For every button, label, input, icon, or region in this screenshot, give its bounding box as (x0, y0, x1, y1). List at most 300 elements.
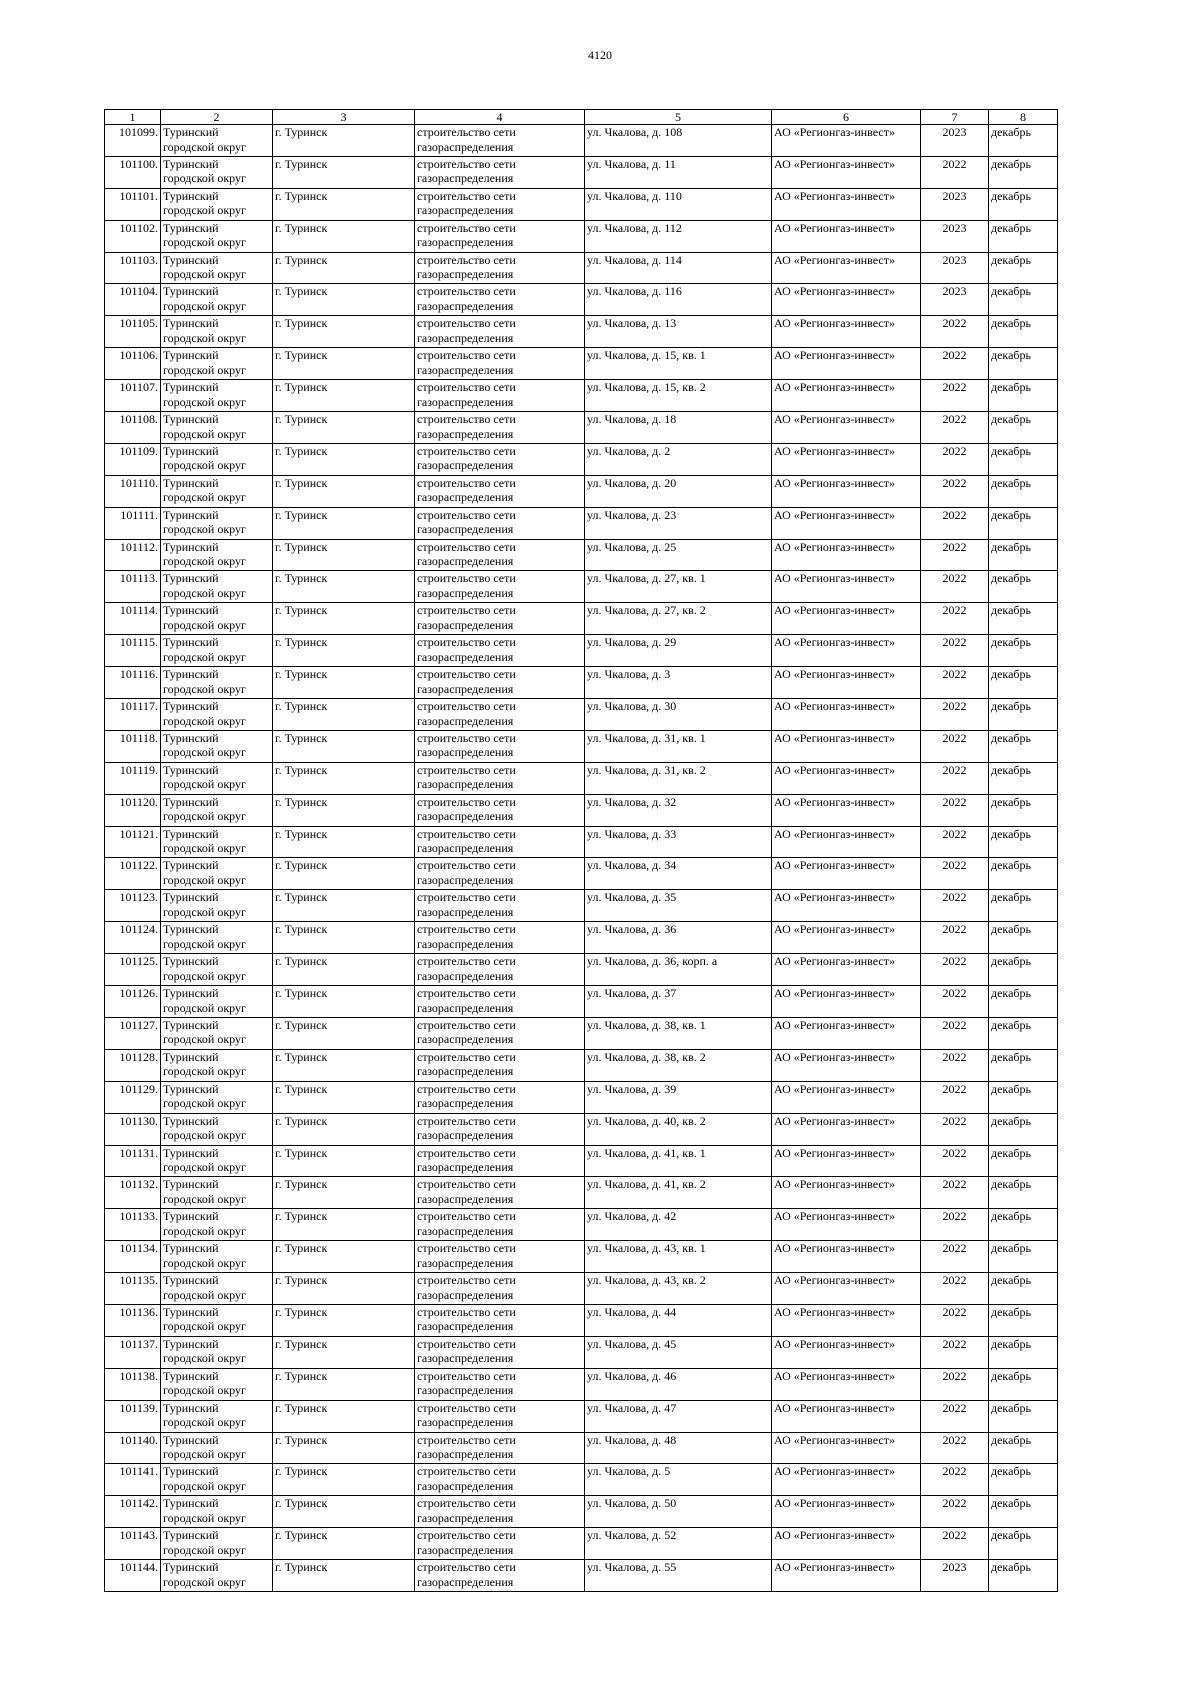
row-number: 101109. (105, 443, 161, 475)
district-cell-line: Туринский (163, 220, 219, 235)
organization-cell: АО «Регионгаз-инвест» (772, 635, 921, 667)
work-type-cell-line: строительство сети (417, 475, 516, 490)
work-type-cell-line: газораспределения (417, 522, 514, 537)
district-cell-line: Туринский (163, 1081, 219, 1096)
work-type-cell-line: строительство сети (417, 380, 516, 395)
locality-cell: г. Туринск (273, 1177, 415, 1209)
column-header: 7 (921, 110, 989, 125)
table-row (105, 858, 1058, 890)
page-number: 4120 (588, 48, 612, 62)
row-number: 101136. (105, 1304, 161, 1336)
work-type-cell (415, 316, 585, 348)
locality-cell: г. Туринск (273, 1336, 415, 1368)
address-cell: ул. Чкалова, д. 33 (585, 826, 772, 858)
district-cell-line: Туринский (163, 1113, 219, 1128)
district-cell-line: Туринский (163, 1560, 219, 1575)
month-cell: декабрь (989, 1049, 1058, 1081)
table-row (105, 1528, 1058, 1560)
month-cell: декабрь (989, 188, 1058, 220)
work-type-cell (415, 1145, 585, 1177)
table-row (105, 1241, 1058, 1273)
district-cell-line: Туринский (163, 1209, 219, 1224)
locality-cell: г. Туринск (273, 316, 415, 348)
year-cell: 2022 (921, 380, 989, 412)
row-number: 101099. (105, 125, 161, 157)
address-cell: ул. Чкалова, д. 50 (585, 1496, 772, 1528)
work-type-cell (415, 1177, 585, 1209)
year-cell: 2022 (921, 667, 989, 699)
locality-cell: г. Туринск (273, 1432, 415, 1464)
district-cell (161, 412, 273, 444)
district-cell-line: Туринский (163, 1017, 219, 1032)
year-cell: 2023 (921, 252, 989, 284)
district-cell-line: городской округ (163, 1191, 246, 1206)
work-type-cell-line: строительство сети (417, 1400, 516, 1415)
organization-cell: АО «Регионгаз-инвест» (772, 794, 921, 826)
locality-cell: г. Туринск (273, 1528, 415, 1560)
work-type-cell-line: газораспределения (417, 1160, 514, 1174)
district-cell-line: городской округ (163, 554, 246, 569)
row-number: 101112. (105, 539, 161, 571)
district-cell (161, 890, 273, 922)
work-type-cell (415, 475, 585, 507)
district-cell-line: городской округ (163, 872, 246, 887)
work-type-cell-line: строительство сети (417, 412, 516, 427)
month-cell: декабрь (989, 1528, 1058, 1560)
row-number: 101130. (105, 1113, 161, 1145)
row-number: 101106. (105, 348, 161, 380)
district-cell-line: Туринский (163, 571, 219, 586)
work-type-cell-line: строительство сети (417, 1528, 516, 1543)
row-number: 101124. (105, 922, 161, 954)
year-cell: 2022 (921, 1273, 989, 1305)
table-row (105, 1145, 1058, 1177)
locality-cell: г. Туринск (273, 284, 415, 316)
work-type-cell-line: строительство сети (417, 762, 516, 777)
district-cell-line: Туринский (163, 986, 219, 1001)
table-row (105, 1209, 1058, 1241)
work-type-cell-line: строительство сети (417, 1017, 516, 1032)
organization-cell: АО «Регионгаз-инвест» (772, 1464, 921, 1496)
work-type-cell-line: строительство сети (417, 1560, 516, 1575)
work-type-cell-line: газораспределения (417, 1255, 514, 1270)
work-type-cell (415, 252, 585, 284)
organization-cell: АО «Регионгаз-инвест» (772, 730, 921, 762)
district-cell (161, 316, 273, 348)
work-type-cell-line: газораспределения (417, 1032, 514, 1047)
row-number: 101103. (105, 252, 161, 284)
row-number: 101126. (105, 986, 161, 1018)
row-number: 101108. (105, 412, 161, 444)
work-type-cell-line: газораспределения (417, 649, 514, 664)
locality-cell: г. Туринск (273, 571, 415, 603)
work-type-cell (415, 699, 585, 731)
work-type-cell-line: газораспределения (417, 1096, 514, 1111)
district-cell (161, 571, 273, 603)
locality-cell: г. Туринск (273, 507, 415, 539)
work-type-cell (415, 1432, 585, 1464)
district-cell-line: городской округ (163, 1032, 246, 1047)
district-cell (161, 1560, 273, 1592)
year-cell: 2022 (921, 348, 989, 380)
address-cell: ул. Чкалова, д. 20 (585, 475, 772, 507)
district-cell-line: городской округ (163, 490, 246, 505)
work-type-cell-line: строительство сети (417, 348, 516, 363)
row-number: 101115. (105, 635, 161, 667)
district-cell-line: городской округ (163, 522, 246, 537)
district-cell-line: городской округ (163, 936, 246, 951)
district-cell-line: Туринский (163, 826, 219, 841)
organization-cell: АО «Регионгаз-инвест» (772, 667, 921, 699)
locality-cell: г. Туринск (273, 603, 415, 635)
district-cell-line: Туринский (163, 1304, 219, 1319)
month-cell: декабрь (989, 1400, 1058, 1432)
month-cell: декабрь (989, 1304, 1058, 1336)
district-cell-line: городской округ (163, 298, 246, 313)
locality-cell: г. Туринск (273, 1273, 415, 1305)
work-type-cell-line: газораспределения (417, 1128, 514, 1143)
address-cell: ул. Чкалова, д. 39 (585, 1081, 772, 1113)
work-type-cell-line: газораспределения (417, 394, 514, 409)
address-cell: ул. Чкалова, д. 18 (585, 412, 772, 444)
address-cell: ул. Чкалова, д. 43, кв. 1 (585, 1241, 772, 1273)
address-cell: ул. Чкалова, д. 108 (585, 125, 772, 157)
district-cell-line: Туринский (163, 284, 219, 299)
organization-cell: АО «Регионгаз-инвест» (772, 1081, 921, 1113)
work-type-cell (415, 1209, 585, 1241)
district-cell (161, 380, 273, 412)
locality-cell: г. Туринск (273, 125, 415, 157)
row-number: 101102. (105, 220, 161, 252)
organization-cell: АО «Регионгаз-инвест» (772, 1273, 921, 1305)
column-header: 5 (585, 110, 772, 125)
locality-cell: г. Туринск (273, 1560, 415, 1592)
row-number: 101139. (105, 1400, 161, 1432)
district-cell-line: городской округ (163, 203, 246, 218)
district-cell-line: городской округ (163, 1542, 246, 1557)
district-cell (161, 1145, 273, 1177)
column-header: 3 (273, 110, 415, 125)
organization-cell: АО «Регионгаз-инвест» (772, 986, 921, 1018)
district-cell-line: городской округ (163, 1574, 246, 1589)
month-cell: декабрь (989, 412, 1058, 444)
year-cell: 2022 (921, 603, 989, 635)
table-row (105, 954, 1058, 986)
district-cell (161, 1368, 273, 1400)
organization-cell: АО «Регионгаз-инвест» (772, 1336, 921, 1368)
district-cell (161, 1464, 273, 1496)
work-type-cell (415, 890, 585, 922)
district-cell (161, 156, 273, 188)
work-type-cell-line: строительство сети (417, 1432, 516, 1447)
district-cell-line: Туринский (163, 667, 219, 682)
address-cell: ул. Чкалова, д. 15, кв. 2 (585, 380, 772, 412)
district-cell-line: городской округ (163, 1160, 246, 1174)
year-cell: 2022 (921, 1336, 989, 1368)
row-number: 101121. (105, 826, 161, 858)
row-number: 101125. (105, 954, 161, 986)
year-cell: 2022 (921, 699, 989, 731)
organization-cell: АО «Регионгаз-инвест» (772, 954, 921, 986)
table-row (105, 1017, 1058, 1049)
table-row (105, 1177, 1058, 1209)
district-cell-line: Туринский (163, 1400, 219, 1415)
organization-cell: АО «Регионгаз-инвест» (772, 507, 921, 539)
work-type-cell-line: газораспределения (417, 1000, 514, 1015)
address-cell: ул. Чкалова, д. 5 (585, 1464, 772, 1496)
row-number: 101120. (105, 794, 161, 826)
work-type-cell-line: газораспределения (417, 841, 514, 856)
work-type-cell-line: строительство сети (417, 156, 516, 171)
work-type-cell (415, 125, 585, 157)
address-cell: ул. Чкалова, д. 43, кв. 2 (585, 1273, 772, 1305)
work-type-cell (415, 667, 585, 699)
work-type-cell (415, 826, 585, 858)
work-type-cell-line: строительство сети (417, 125, 516, 139)
district-cell (161, 922, 273, 954)
address-cell: ул. Чкалова, д. 34 (585, 858, 772, 890)
work-type-cell (415, 443, 585, 475)
address-cell: ул. Чкалова, д. 45 (585, 1336, 772, 1368)
district-cell (161, 826, 273, 858)
column-header-row (105, 110, 1058, 125)
work-type-cell-line: газораспределения (417, 139, 514, 154)
work-type-cell (415, 1400, 585, 1432)
column-header: 6 (772, 110, 921, 125)
work-type-cell (415, 156, 585, 188)
address-cell: ул. Чкалова, д. 31, кв. 2 (585, 762, 772, 794)
address-cell: ул. Чкалова, д. 41, кв. 2 (585, 1177, 772, 1209)
organization-cell: АО «Регионгаз-инвест» (772, 156, 921, 188)
locality-cell: г. Туринск (273, 220, 415, 252)
organization-cell: АО «Регионгаз-инвест» (772, 220, 921, 252)
year-cell: 2022 (921, 954, 989, 986)
district-cell (161, 1432, 273, 1464)
district-cell-line: Туринский (163, 635, 219, 650)
row-number: 101107. (105, 380, 161, 412)
work-type-cell (415, 348, 585, 380)
year-cell: 2023 (921, 220, 989, 252)
work-type-cell-line: строительство сети (417, 667, 516, 682)
district-cell-line: Туринский (163, 762, 219, 777)
work-type-cell (415, 1241, 585, 1273)
row-number: 101110. (105, 475, 161, 507)
work-type-cell-line: строительство сети (417, 826, 516, 841)
row-number: 101142. (105, 1496, 161, 1528)
district-cell-line: Туринский (163, 443, 219, 458)
district-cell-line: Туринский (163, 1241, 219, 1256)
row-number: 101129. (105, 1081, 161, 1113)
month-cell: декабрь (989, 730, 1058, 762)
year-cell: 2022 (921, 1049, 989, 1081)
year-cell: 2022 (921, 1017, 989, 1049)
table-row (105, 348, 1058, 380)
work-type-cell-line: газораспределения (417, 1064, 514, 1079)
organization-cell: АО «Регионгаз-инвест» (772, 1241, 921, 1273)
work-type-cell-line: газораспределения (417, 1287, 514, 1302)
locality-cell: г. Туринск (273, 1145, 415, 1177)
table-row (105, 443, 1058, 475)
row-number: 101100. (105, 156, 161, 188)
district-cell (161, 1336, 273, 1368)
work-type-cell-line: строительство сети (417, 635, 516, 650)
work-type-cell-line: строительство сети (417, 1081, 516, 1096)
address-cell: ул. Чкалова, д. 116 (585, 284, 772, 316)
locality-cell: г. Туринск (273, 986, 415, 1018)
district-cell (161, 539, 273, 571)
row-number: 101101. (105, 188, 161, 220)
district-cell (161, 188, 273, 220)
organization-cell: АО «Регионгаз-инвест» (772, 443, 921, 475)
month-cell: декабрь (989, 603, 1058, 635)
work-type-cell-line: строительство сети (417, 443, 516, 458)
work-type-cell-line: газораспределения (417, 713, 514, 728)
address-cell: ул. Чкалова, д. 30 (585, 699, 772, 731)
month-cell: декабрь (989, 826, 1058, 858)
year-cell: 2022 (921, 539, 989, 571)
organization-cell: АО «Регионгаз-инвест» (772, 858, 921, 890)
address-cell: ул. Чкалова, д. 27, кв. 1 (585, 571, 772, 603)
locality-cell: г. Туринск (273, 858, 415, 890)
address-cell: ул. Чкалова, д. 112 (585, 220, 772, 252)
work-type-cell-line: строительство сети (417, 794, 516, 809)
year-cell: 2022 (921, 986, 989, 1018)
district-cell (161, 858, 273, 890)
work-type-cell-line: газораспределения (417, 777, 514, 792)
locality-cell: г. Туринск (273, 156, 415, 188)
locality-cell: г. Туринск (273, 412, 415, 444)
row-number: 101123. (105, 890, 161, 922)
locality-cell: г. Туринск (273, 826, 415, 858)
address-cell: ул. Чкалова, д. 38, кв. 1 (585, 1017, 772, 1049)
year-cell: 2022 (921, 1209, 989, 1241)
district-cell-line: городской округ (163, 1383, 246, 1398)
district-cell-line: Туринский (163, 380, 219, 395)
district-cell (161, 443, 273, 475)
district-cell (161, 794, 273, 826)
work-type-cell-line: газораспределения (417, 330, 514, 345)
organization-cell: АО «Регионгаз-инвест» (772, 1304, 921, 1336)
work-type-cell-line: строительство сети (417, 1049, 516, 1064)
table-row (105, 1113, 1058, 1145)
month-cell: декабрь (989, 1209, 1058, 1241)
address-cell: ул. Чкалова, д. 40, кв. 2 (585, 1113, 772, 1145)
address-cell: ул. Чкалова, д. 52 (585, 1528, 772, 1560)
address-cell: ул. Чкалова, д. 32 (585, 794, 772, 826)
organization-cell: АО «Регионгаз-инвест» (772, 1400, 921, 1432)
row-number: 101143. (105, 1528, 161, 1560)
organization-cell: АО «Регионгаз-инвест» (772, 1113, 921, 1145)
district-cell-line: городской округ (163, 1255, 246, 1270)
month-cell: декабрь (989, 348, 1058, 380)
district-cell-line: Туринский (163, 1464, 219, 1479)
locality-cell: г. Туринск (273, 762, 415, 794)
work-type-cell-line: газораспределения (417, 1478, 514, 1493)
locality-cell: г. Туринск (273, 1049, 415, 1081)
column-header: 4 (415, 110, 585, 125)
work-type-cell-line: газораспределения (417, 809, 514, 824)
district-cell (161, 1241, 273, 1273)
organization-cell: АО «Регионгаз-инвест» (772, 1209, 921, 1241)
work-type-cell-line: строительство сети (417, 1241, 516, 1256)
work-type-cell-line: строительство сети (417, 954, 516, 969)
district-cell-line: городской округ (163, 1287, 246, 1302)
work-type-cell-line: газораспределения (417, 872, 514, 887)
district-cell (161, 603, 273, 635)
district-cell-line: городской округ (163, 968, 246, 983)
table-row (105, 1336, 1058, 1368)
district-cell-line: городской округ (163, 394, 246, 409)
row-number: 101144. (105, 1560, 161, 1592)
district-cell-line: городской округ (163, 1447, 246, 1462)
year-cell: 2022 (921, 316, 989, 348)
address-cell: ул. Чкалова, д. 42 (585, 1209, 772, 1241)
work-type-cell-line: газораспределения (417, 936, 514, 951)
table-row (105, 507, 1058, 539)
district-cell-line: городской округ (163, 1000, 246, 1015)
work-type-cell-line: строительство сети (417, 188, 516, 203)
district-cell (161, 1273, 273, 1305)
work-type-cell-line: строительство сети (417, 1177, 516, 1192)
organization-cell: АО «Регионгаз-инвест» (772, 890, 921, 922)
address-cell: ул. Чкалова, д. 41, кв. 1 (585, 1145, 772, 1177)
organization-cell: АО «Регионгаз-инвест» (772, 1560, 921, 1592)
work-type-cell (415, 380, 585, 412)
month-cell: декабрь (989, 635, 1058, 667)
row-number: 101138. (105, 1368, 161, 1400)
work-type-cell-line: газораспределения (417, 681, 514, 696)
month-cell: декабрь (989, 1177, 1058, 1209)
organization-cell: АО «Регионгаз-инвест» (772, 252, 921, 284)
work-type-cell-line: газораспределения (417, 1542, 514, 1557)
work-type-cell-line: газораспределения (417, 585, 514, 600)
organization-cell: АО «Регионгаз-инвест» (772, 762, 921, 794)
month-cell: декабрь (989, 762, 1058, 794)
district-cell-line: городской округ (163, 139, 246, 154)
month-cell: декабрь (989, 1336, 1058, 1368)
work-type-cell (415, 730, 585, 762)
table-row (105, 699, 1058, 731)
address-cell: ул. Чкалова, д. 36, корп. а (585, 954, 772, 986)
month-cell: декабрь (989, 1560, 1058, 1592)
locality-cell: г. Туринск (273, 730, 415, 762)
district-cell-line: Туринский (163, 890, 219, 905)
work-type-cell (415, 1304, 585, 1336)
work-type-cell-line: строительство сети (417, 730, 516, 745)
work-type-cell-line: газораспределения (417, 968, 514, 983)
month-cell: декабрь (989, 1432, 1058, 1464)
locality-cell: г. Туринск (273, 1304, 415, 1336)
work-type-cell-line: газораспределения (417, 617, 514, 632)
registry-table (104, 109, 1058, 1592)
row-number: 101118. (105, 730, 161, 762)
address-cell: ул. Чкалова, д. 114 (585, 252, 772, 284)
district-cell-line: городской округ (163, 1510, 246, 1525)
table-row (105, 125, 1058, 157)
year-cell: 2022 (921, 156, 989, 188)
district-cell-line: Туринский (163, 188, 219, 203)
work-type-cell-line: газораспределения (417, 1415, 514, 1430)
work-type-cell (415, 635, 585, 667)
locality-cell: г. Туринск (273, 1368, 415, 1400)
district-cell-line: Туринский (163, 1368, 219, 1383)
year-cell: 2022 (921, 922, 989, 954)
year-cell: 2022 (921, 443, 989, 475)
month-cell: декабрь (989, 1081, 1058, 1113)
organization-cell: АО «Регионгаз-инвест» (772, 1145, 921, 1177)
district-cell-line: городской округ (163, 1478, 246, 1493)
locality-cell: г. Туринск (273, 188, 415, 220)
